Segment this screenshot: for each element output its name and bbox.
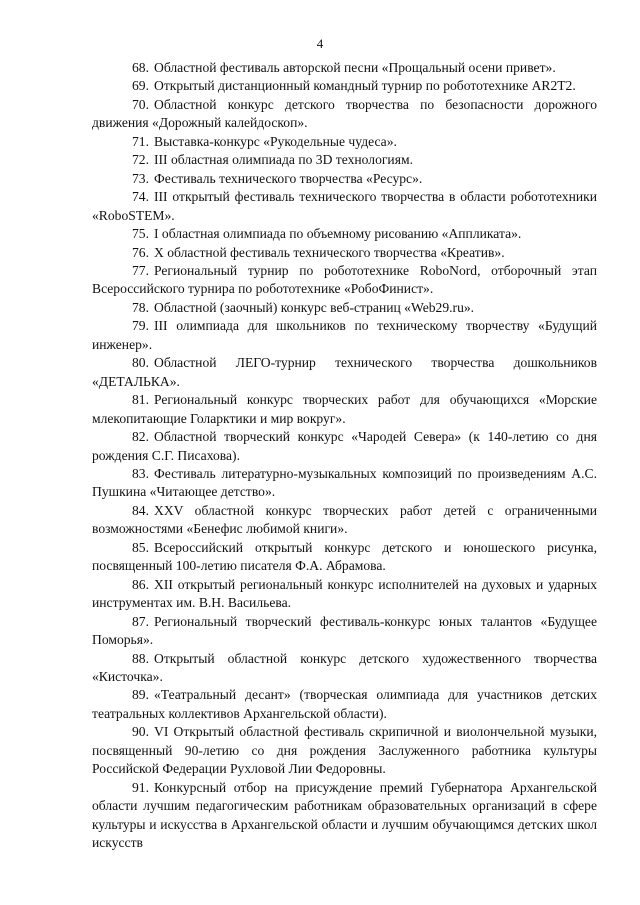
list-item	[92, 613, 597, 650]
list-item	[92, 502, 597, 539]
item-text: Выставка-конкурс «Рукодельные чудеса».	[154, 133, 397, 149]
item-text: Всероссийский открытый конкурс детского и юношеского рисунка, посвященный 100-летию писателя Ф.А. Абрамова.	[92, 539, 597, 574]
item-text: Региональный творческий фестиваль-конкурс юных талантов «Будущее Поморья».	[92, 613, 597, 648]
item-text: XXV областной конкурс творческих работ детей с ограниченными возможностями «Бенефис любимой книги».	[92, 502, 597, 537]
item-number: 81.	[132, 392, 149, 408]
item-text: Фестиваль технического творчества «Ресурс».	[154, 170, 423, 186]
item-number: 70.	[132, 96, 149, 112]
item-text: Конкурсный отбор на присуждение премий Губернатора Архангельской области лучшим педагогическим работникам образовательных организаций в сфере культуры и искусства в Архангельской области и лучшим обучающимся детских школ искусств	[92, 779, 597, 851]
page-number: 4	[316, 36, 324, 51]
item-number: 86.	[132, 576, 149, 592]
list-item	[92, 188, 597, 225]
item-text: Областной творческий конкурс «Чародей Севера» (к 140-летию со дня рождения С.Г. Писахова).	[92, 429, 597, 463]
list-item	[92, 133, 597, 151]
item-text: Открытый дистанционный командный турнир по робототехнике AR2T2.	[154, 78, 576, 94]
list-item	[92, 77, 597, 95]
item-text: Областной фестиваль авторской песни «Прощальный осени привет».	[154, 60, 556, 75]
list-item	[92, 723, 597, 778]
list-item	[92, 428, 597, 465]
event-list	[92, 59, 597, 852]
item-number: 68.	[132, 60, 149, 75]
list-item	[92, 170, 597, 188]
item-text: III открытый фестиваль технического творчества в области робототехники «RoboSTEM».	[92, 189, 597, 223]
item-text: «Театральный десант» (творческая олимпиада для участников детских театральных коллективов Архангельской области).	[92, 687, 597, 721]
item-number: 71.	[132, 133, 149, 149]
item-text: X областной фестиваль технического творчества «Креатив».	[154, 244, 505, 260]
item-number: 80.	[132, 355, 149, 371]
item-text: Областной ЛЕГО-турнир технического творчества дошкольников «ДЕТАЛЬКА».	[92, 355, 597, 389]
list-item	[92, 299, 597, 317]
item-text: I областная олимпиада по объемному рисованию «Аппликата».	[154, 226, 522, 242]
item-number: 88.	[132, 650, 149, 666]
list-item	[92, 225, 597, 243]
item-text: III областная олимпиада по 3D технологиям.	[154, 152, 413, 168]
list-item	[92, 354, 597, 391]
list-item	[92, 59, 597, 77]
item-number: 76.	[132, 244, 149, 260]
list-item	[92, 539, 597, 576]
item-number: 69.	[132, 78, 149, 94]
item-number: 84.	[132, 502, 149, 518]
item-number: 78.	[132, 299, 149, 315]
item-text: Фестиваль литературно-музыкальных композиций по произведениям А.С. Пушкина «Читающее детство».	[92, 465, 597, 500]
item-number: 74.	[132, 189, 149, 205]
item-text: Региональный конкурс творческих работ для обучающихся «Морские млекопитающие Голарктики и мир вокруг».	[92, 392, 597, 426]
item-number: 72.	[132, 152, 149, 168]
item-number: 90.	[132, 724, 149, 740]
item-text: Областной (заочный) конкурс веб-страниц «Web29.ru».	[154, 299, 475, 315]
list-item	[92, 465, 597, 502]
list-item	[92, 650, 597, 687]
list-item	[92, 151, 597, 169]
item-number: 85.	[132, 539, 149, 555]
item-number: 83.	[132, 465, 149, 481]
item-text: XII открытый региональный конкурс исполнителей на духовых и ударных инструментах им. В.Н. Васильева.	[92, 576, 597, 611]
item-number: 73.	[132, 170, 149, 186]
list-item	[92, 686, 597, 723]
list-item	[92, 244, 597, 262]
item-number: 77.	[132, 262, 149, 278]
list-item	[92, 317, 597, 354]
item-text: VI Открытый областной фестиваль скрипичной и виолончельной музыки, посвященный 90-летию со дня рождения Заслуженного работника культуры Российской Федерации Рухловой Лии Федоровны.	[92, 724, 597, 777]
item-number: 79.	[132, 318, 149, 334]
item-text: Региональный турнир по робототехнике RoboNord, отборочный этап Всероссийского турнира по робототехнике «РобоФинист».	[92, 262, 597, 297]
item-number: 75.	[132, 226, 149, 242]
list-item	[92, 391, 597, 428]
item-number: 87.	[132, 613, 149, 629]
item-text: Открытый областной конкурс детского художественного творчества «Кисточка».	[92, 650, 597, 684]
list-item	[92, 576, 597, 613]
list-item	[92, 96, 597, 133]
list-item	[92, 779, 597, 853]
item-number: 82.	[132, 429, 149, 445]
item-number: 89.	[132, 687, 149, 703]
item-text: Областной конкурс детского творчества по безопасности дорожного движения «Дорожный калейдоскоп».	[92, 96, 597, 131]
item-number: 91.	[132, 779, 149, 795]
list-item	[92, 262, 597, 299]
item-text: III олимпиада для школьников по техническому творчеству «Будущий инженер».	[92, 318, 597, 352]
